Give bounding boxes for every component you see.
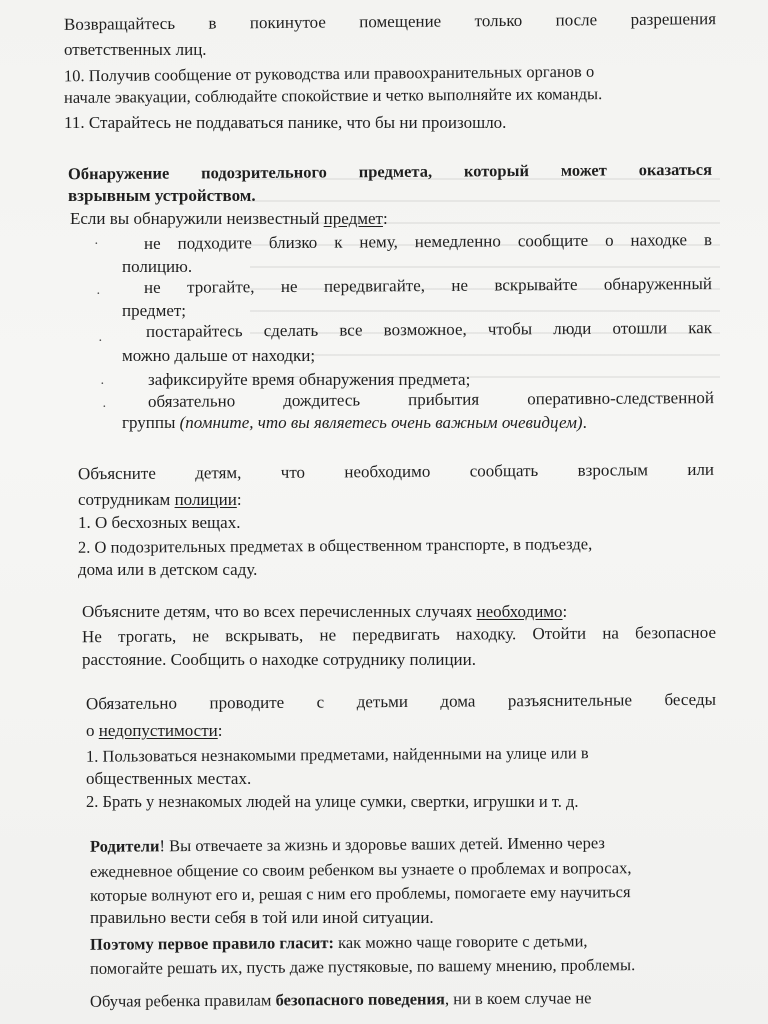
- conversations-colon: :: [217, 721, 223, 740]
- parents-rule-bold: Поэтому первое правило гласит:: [89, 933, 335, 954]
- explain-2-line-3: расстояние. Сообщить о находке сотруднику полиции.: [82, 650, 476, 669]
- parents-line-7-plain: Обучая ребенка правилам: [89, 990, 276, 1011]
- parents-line-2: ежедневное общение со своим ребенком вы узнаете о проблемах и вопросах,: [89, 858, 632, 881]
- explain-2-line-2: Не трогать, не вскрывать, не передвигать находку. Отойти на безопасное: [81, 622, 717, 647]
- explain-1-colon: :: [236, 490, 242, 509]
- bullet-3-line-1: постарайтесь сделать все возможное, чтобы люди отошли как: [145, 318, 713, 341]
- bullet-5-period: .: [582, 413, 587, 432]
- bullet-1-line-1: не подходите близко к нему, немедленно сообщите о находке в: [143, 230, 713, 253]
- bullet-2-line-2: предмет;: [122, 301, 187, 320]
- explain-1-item-2-line-2: дома или в детском саду.: [78, 560, 258, 579]
- bullet-5-italic-note: (помните, что вы являетесь очень важным очевидцем): [179, 413, 583, 432]
- explain-2-line-1: [82, 602, 567, 622]
- parents-line-3: которые волнуют его и, решая с ним его проблемы, помогаете ему научиться: [89, 882, 631, 905]
- bullet-2-line-1: не трогайте, не передвигайте, не вскрывайте обнаруженный: [143, 274, 713, 297]
- explain-2-plain: Объясните детям, что во всех перечисленных случаях: [82, 602, 477, 621]
- bullet-marker: ·: [100, 377, 105, 392]
- parents-line-7-bold: безопасного поведения: [275, 989, 446, 1010]
- explain-1-plain: сотрудникам: [78, 490, 175, 509]
- explain-2-colon: :: [562, 602, 568, 621]
- intro-line-1: Возвращайтесь в покинутое помещение только после разрешения: [63, 9, 717, 34]
- bullet-marker: ·: [96, 287, 101, 302]
- conversations-item-1-line-1: 1. Пользоваться незнакомыми предметами, найденными на улице или в: [85, 743, 589, 766]
- intro-line-2: ответственных лиц.: [64, 40, 207, 59]
- conversations-item-2: 2. Брать у незнакомых людей на улице сумки, свертки, игрушки и т. д.: [86, 792, 579, 811]
- section-heading-line-2: взрывным устройством.: [68, 186, 256, 205]
- parents-rule-rest: как можно чаще говорите с детьми,: [333, 931, 588, 953]
- parents-line-1-rest: ! Вы отвечаете за жизнь и здоровье ваших детей. Именно через: [159, 833, 605, 856]
- conversations-plain: о: [86, 721, 99, 740]
- explain-1-line-1: Объясните детям, что необходимо сообщать взрослым или: [77, 459, 715, 484]
- parents-line-7: [90, 988, 592, 1012]
- section-heading-line-1: Обнаружение подозрительного предмета, который может оказаться: [67, 159, 713, 184]
- parents-bold-word: Родители: [89, 836, 160, 856]
- bullet-marker: ·: [102, 400, 107, 415]
- parents-line-1: [90, 833, 605, 857]
- conversations-line-1: Обязательно проводите с детьми дома разъяснительные беседы: [85, 689, 717, 714]
- bullet-5-plain: группы: [122, 413, 180, 432]
- parents-rule-line: [90, 931, 588, 954]
- conversations-underlined-word: недопустимости: [98, 721, 218, 740]
- item-11: 11. Старайтесь не поддаваться панике, что бы ни произошло.: [64, 113, 507, 132]
- lead-text: Если вы обнаружили неизвестный: [70, 209, 324, 228]
- explain-1-item-2-line-1: 2. О подозрительных предметах в общественном транспорте, в подъезде,: [77, 534, 593, 557]
- item-10-line-2: начале эвакуации, соблюдайте спокойствие и четко выполняйте их команды.: [63, 84, 603, 107]
- bullet-marker: ·: [94, 237, 99, 252]
- parents-line-6: помогайте решать их, пусть даже пустяковые, по вашему мнению, проблемы.: [89, 955, 636, 978]
- lead-colon: :: [382, 209, 388, 228]
- bullet-4: зафиксируйте время обнаружения предмета;: [148, 370, 471, 389]
- item-10-line-1: 10. Получив сообщение от руководства или правоохранительных органов о: [63, 61, 595, 86]
- lead-paragraph: [70, 209, 388, 229]
- bullet-5-line-1: обязательно дождитесь прибытия оперативно-следственной: [147, 388, 715, 411]
- explain-2-underlined-word: необходимо: [476, 602, 563, 621]
- bullet-marker: ·: [98, 334, 103, 349]
- lead-underlined-word: предмет: [323, 209, 383, 228]
- conversations-line-2: [86, 721, 222, 741]
- parents-line-7-rest: , ни в коем случае не: [444, 988, 592, 1009]
- conversations-item-1-line-2: общественных местах.: [86, 769, 252, 788]
- bullet-1-line-2: полицию.: [122, 257, 193, 276]
- parents-line-4: правильно вести себя в той или иной ситуации.: [90, 908, 434, 927]
- bullet-3-line-2: можно дальше от находки;: [122, 346, 316, 365]
- explain-1-item-1: 1. О бесхозных вещах.: [78, 513, 241, 532]
- explain-1-line-2: [78, 490, 242, 510]
- explain-1-underlined-word: полиции: [174, 490, 237, 509]
- bullet-5-line-2: [122, 413, 587, 433]
